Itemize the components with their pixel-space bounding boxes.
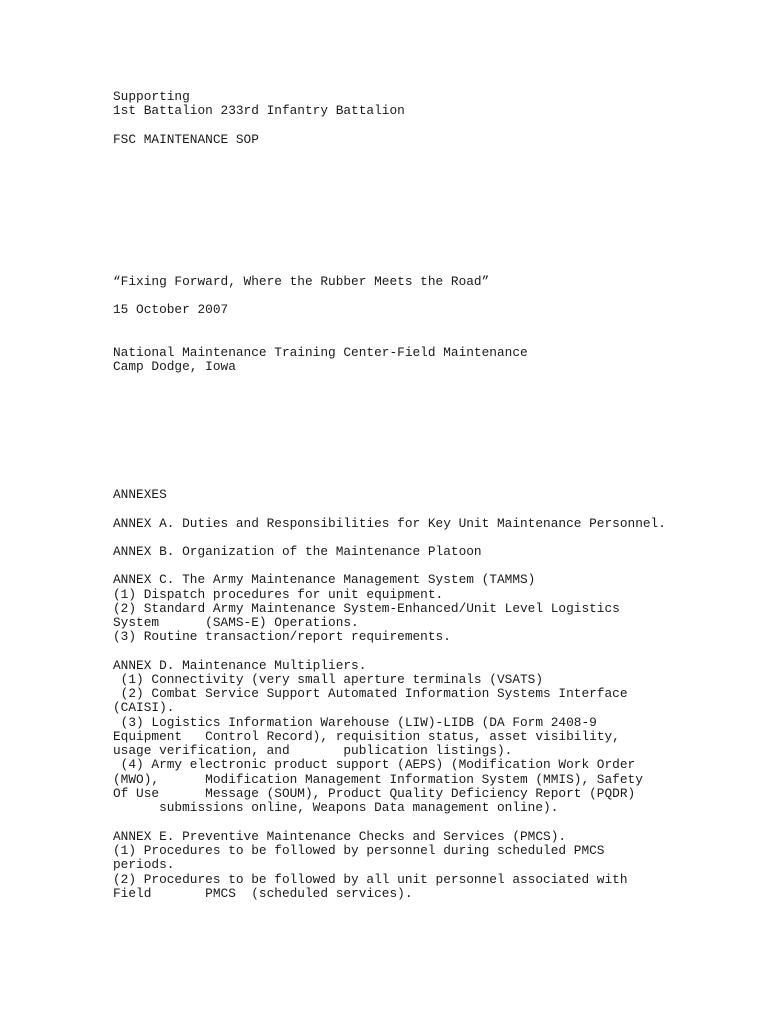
annex-c-item: (1) Dispatch procedures for unit equipment. xyxy=(113,587,444,602)
annex-d-item: (4) Army electronic product support (AEPS) (Modification Work Order xyxy=(113,757,636,772)
annex-c-item: System (SAMS-E) Operations. xyxy=(113,615,359,630)
annex-c-item: (3) Routine transaction/report requirements. xyxy=(113,629,451,644)
annex-d-item: Equipment Control Record), requisition status, asset visibility, xyxy=(113,729,620,744)
organization-name: National Maintenance Training Center-Field Maintenance xyxy=(113,345,528,360)
annex-d-item: (MWO), Modification Management Information System (MMIS), Safety xyxy=(113,772,643,787)
annex-d-item: usage verification, and publication listings). xyxy=(113,743,513,758)
annex-a: ANNEX A. Duties and Responsibilities for Key Unit Maintenance Personnel. xyxy=(113,516,666,531)
organization-location: Camp Dodge, Iowa xyxy=(113,359,236,374)
annex-d-title: ANNEX D. Maintenance Multipliers. xyxy=(113,658,367,673)
supporting-label: Supporting xyxy=(113,89,190,104)
annex-d-item: submissions online, Weapons Data management online). xyxy=(113,800,559,815)
annex-e-item: Field PMCS (scheduled services). xyxy=(113,886,413,901)
annex-e-item: (2) Procedures to be followed by all unit personnel associated with xyxy=(113,872,628,887)
annex-c-item: (2) Standard Army Maintenance System-Enhanced/Unit Level Logistics xyxy=(113,601,620,616)
annex-e-item: periods. xyxy=(113,857,175,872)
annex-d-item: (2) Combat Service Support Automated Information Systems Interface xyxy=(113,686,628,701)
annexes-heading: ANNEXES xyxy=(113,487,167,502)
document-date: 15 October 2007 xyxy=(113,302,229,317)
document-title: FSC MAINTENANCE SOP xyxy=(113,132,259,147)
motto: “Fixing Forward, Where the Rubber Meets the Road” xyxy=(113,274,490,289)
annex-d-item: (1) Connectivity (very small aperture terminals (VSATS) xyxy=(113,672,544,687)
unit-name: 1st Battalion 233rd Infantry Battalion xyxy=(113,103,405,118)
annex-d-item: Of Use Message (SOUM), Product Quality Deficiency Report (PQDR) xyxy=(113,786,636,801)
annex-b: ANNEX B. Organization of the Maintenance Platoon xyxy=(113,544,482,559)
annex-d-item: (3) Logistics Information Warehouse (LIW)-LIDB (DA Form 2408-9 xyxy=(113,715,597,730)
annex-e-title: ANNEX E. Preventive Maintenance Checks and Services (PMCS). xyxy=(113,829,567,844)
annex-e-item: (1) Procedures to be followed by personnel during scheduled PMCS xyxy=(113,843,605,858)
annex-d-item: (CAISI). xyxy=(113,700,175,715)
annex-c-title: ANNEX C. The Army Maintenance Management System (TAMMS) xyxy=(113,572,536,587)
